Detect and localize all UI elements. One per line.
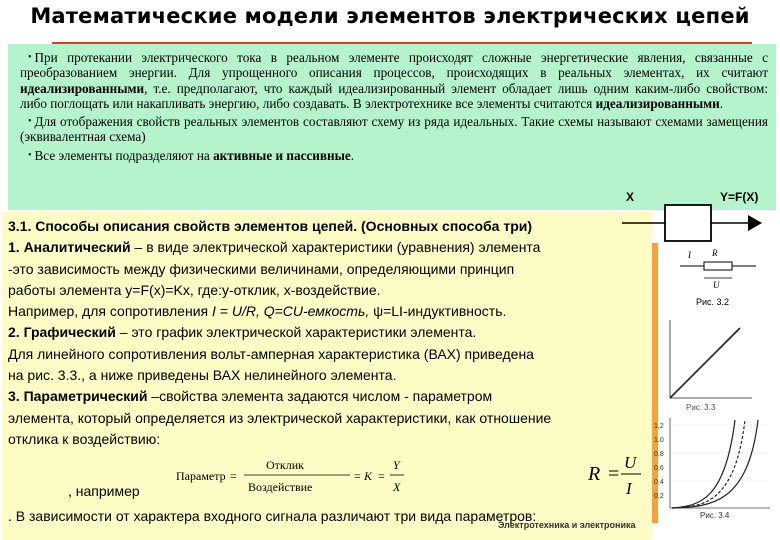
page-title: Математические модели элементов электрических цепей <box>30 4 750 28</box>
nl-ytick: 0,2 <box>654 493 664 500</box>
formula-k: K <box>364 469 373 484</box>
for-example-text: , например <box>68 483 140 500</box>
intro-paragraph-1: • При протекании электрического тока в реальном элементе происходят сложные энергетические явления, связанные с преобразованием энергии. Для упрощенного описания процессов, происходящих в реальных элементах, их считают идеализированными, т.е. предполагают, что каждый идеализированный элемент обладает лишь одним каким-либо свойством: либо поглощать или накапливать энергию, либо создавать. В электротехнике все элементы считаются идеализированными. <box>20 50 768 111</box>
block-box <box>665 205 711 241</box>
formula-otklik: Отклик <box>266 458 304 473</box>
nl-ytick: 1,0 <box>654 437 664 444</box>
fig33-caption: Рис. 3.3 <box>686 403 716 412</box>
graphic-line: 2. Графический – это график электрической характеристики элемента. <box>8 324 477 341</box>
fig33-line <box>670 328 740 398</box>
parametric-line: 3. Параметрический –свойства элемента задаются числом - параметром <box>8 388 493 405</box>
text-line: на рис. 3.3., а ниже приведены ВАХ нелинейного элемента. <box>8 367 397 384</box>
svg-text:=: = <box>608 463 620 486</box>
bullet-icon: • <box>28 116 32 128</box>
formula-param: Параметр <box>176 469 226 484</box>
text-line: -это зависимость между физическими величинами, определяющими принцип <box>8 260 515 277</box>
bullet-icon: • <box>28 149 32 161</box>
formula-y: Y <box>393 458 400 473</box>
fig-3-2 <box>680 248 756 307</box>
nl-ytick: 0,8 <box>654 451 664 458</box>
text-line: отклика к воздействию: <box>8 430 161 447</box>
analytic-line: 1. Аналитический – в виде электрической характеристики (уравнения) элемента <box>8 239 541 256</box>
footer-label: Электротехника и электроника <box>498 520 636 530</box>
formula-r: R <box>588 463 601 486</box>
nl-caption: Рис. 3.4 <box>700 511 730 520</box>
fig32-resistor <box>704 262 732 270</box>
fig-3-3 <box>670 320 752 412</box>
formula-u: U <box>624 453 637 473</box>
svg-text:=: = <box>354 469 361 484</box>
bullet-icon: • <box>28 52 32 63</box>
svg-text:=: = <box>230 469 237 484</box>
last-line: . В зависимости от характера входного сигнала различают три вида параметров: <box>8 508 537 525</box>
nl-curve-3 <box>672 420 758 508</box>
formula-i: I <box>626 479 632 499</box>
fig32-i-label: I <box>688 250 691 260</box>
text-line: Для линейного сопротивления вольт-амперная характеристика (ВАХ) приведена <box>8 345 534 362</box>
fig-nonlinear <box>654 418 770 520</box>
formula-vozd: Воздействие <box>248 480 313 495</box>
block-x-label: X <box>626 190 635 204</box>
example-line: Например, для сопротивления I = U/R, Q=CU-емкость, ψ=LI-индуктивность. <box>8 303 507 320</box>
block-diagram <box>622 190 762 241</box>
formula-x: X <box>393 480 401 495</box>
nl-ytick: 0,4 <box>654 479 664 486</box>
fig32-r-label: R <box>712 248 718 258</box>
fig32-caption: Рис. 3.2 <box>696 297 730 307</box>
text-line: элемента, который определяется из электрической характеристики, как отношение <box>8 409 552 426</box>
methods-heading: 3.1. Способы описания свойств элементов цепей. (Основных способа три) <box>8 218 533 234</box>
arrow-right-icon <box>748 215 762 231</box>
block-y-label: Y=F(X) <box>720 190 759 204</box>
fig32-u-label: U <box>713 280 720 290</box>
nl-ytick: 0,6 <box>654 465 664 472</box>
intro-paragraph-3: • Все элементы подразделяют на активные и пассивные. <box>28 147 355 163</box>
svg-text:=: = <box>378 469 385 484</box>
intro-paragraph-2: • Для отображения свойств реальных элементов составляют схему из ряда идеальных. Такие схемы называют схемами замещения (эквивалентная схема) <box>20 114 768 145</box>
nl-ytick: 1,2 <box>654 423 664 430</box>
text-line: работы элемента y=F(x)=Kx, где:y-отклик, x-воздействие. <box>8 281 381 298</box>
